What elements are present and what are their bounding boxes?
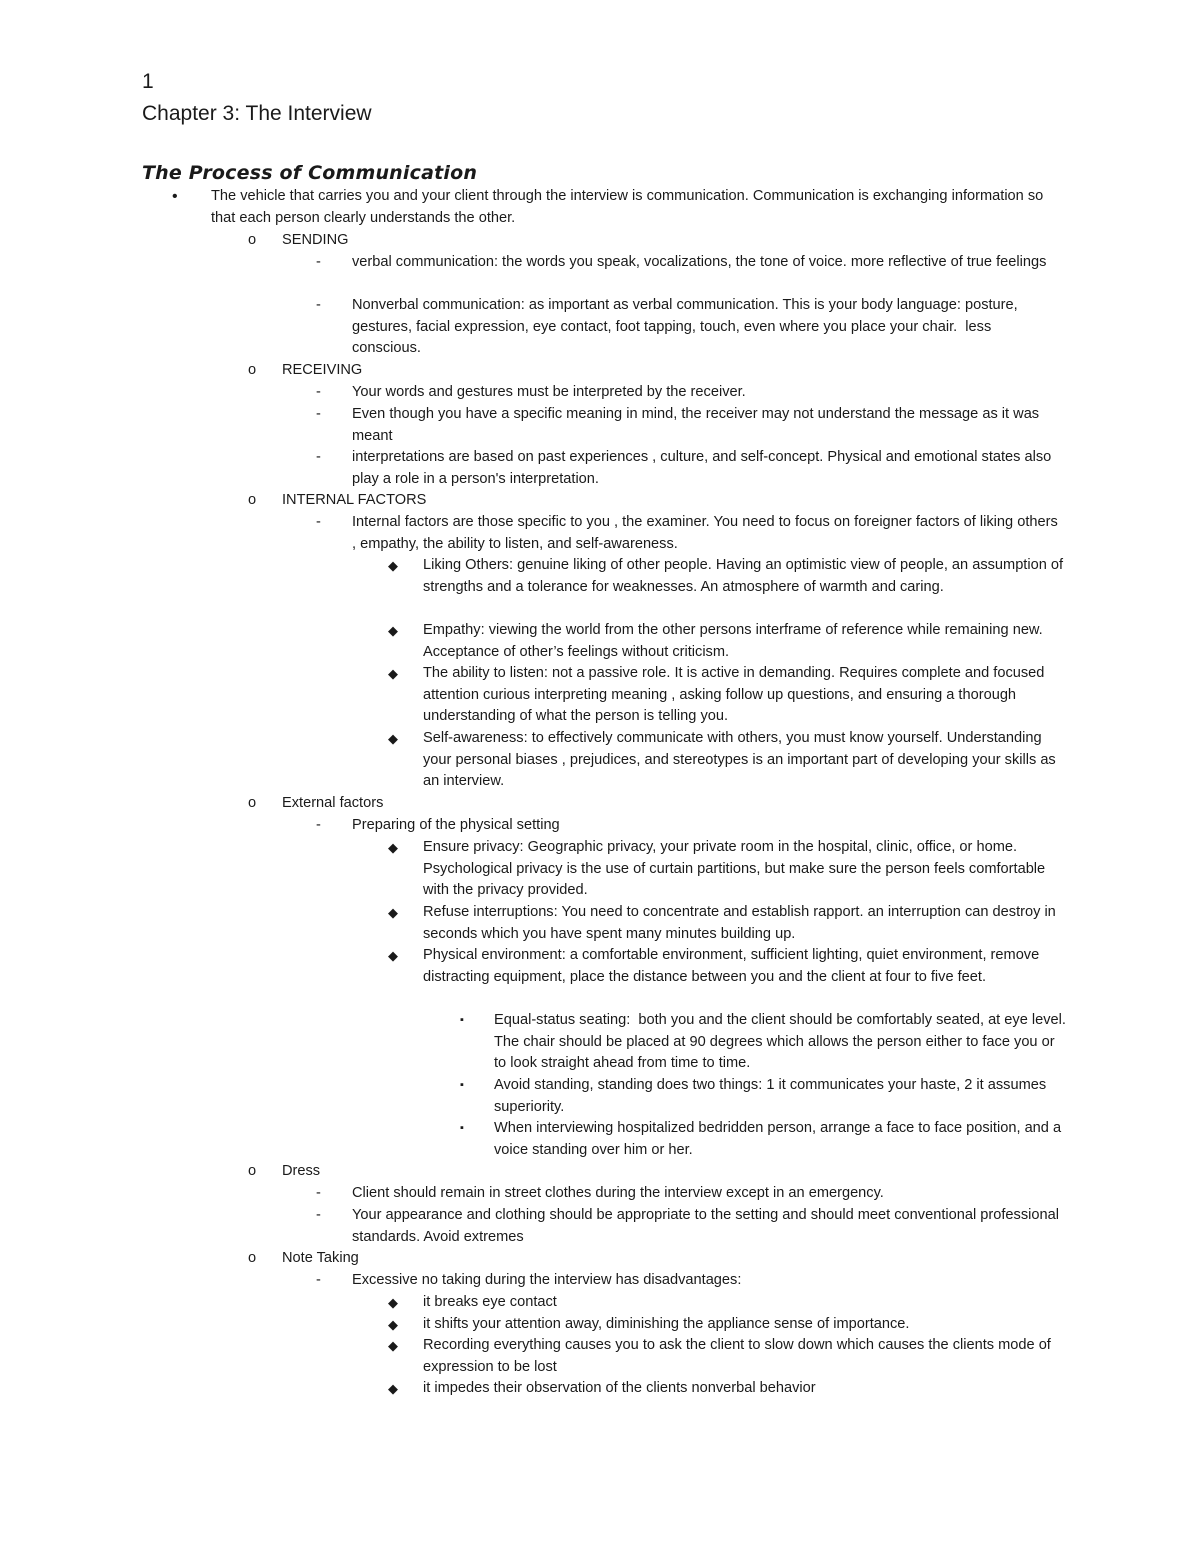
dash-marker: -: [316, 384, 321, 400]
outline-item-text: Your words and gestures must be interpreted by the receiver.: [352, 384, 746, 400]
diamond-marker: ◆: [388, 558, 398, 573]
circle-marker: o: [248, 795, 257, 811]
dash-marker: -: [316, 406, 321, 422]
diamond-marker: ◆: [388, 1317, 398, 1332]
diamond-marker: ◆: [388, 1295, 398, 1310]
circle-marker: o: [248, 362, 257, 378]
circle-marker: o: [248, 232, 257, 248]
dash-marker: -: [316, 254, 321, 270]
outline-item-text: Physical environment: a comfortable environment, sufficient lighting, quiet environment, remove distracting equipment, place the distance between you and the client at four to five feet.: [423, 947, 1044, 985]
chapter-title: Chapter 3: The Interview: [142, 102, 372, 125]
outline-item-text: it shifts your attention away, diminishing the appliance sense of importance.: [423, 1316, 910, 1332]
outline-item-text: Preparing of the physical setting: [352, 817, 560, 833]
outline-item-text: Note Taking: [282, 1250, 359, 1266]
circle-marker: o: [248, 1163, 257, 1179]
dash-marker: -: [316, 1185, 321, 1201]
diamond-marker: ◆: [388, 666, 398, 681]
dash-marker: -: [316, 1272, 321, 1288]
bullet-marker: •: [172, 188, 178, 205]
outline-item-text: Even though you have a specific meaning in mind, the receiver may not understand the message as it was meant: [352, 406, 1044, 444]
outline-item-text: Avoid standing, standing does two things: 1 it communicates your haste, 2 it assumes superiority.: [494, 1077, 1051, 1115]
outline-item-text: Excessive no taking during the interview has disadvantages:: [352, 1272, 742, 1288]
dash-marker: -: [316, 1207, 321, 1223]
outline-item-text: Client should remain in street clothes during the interview except in an emergency.: [352, 1185, 884, 1201]
dash-marker: -: [316, 449, 321, 465]
outline-item-text: Self-awareness: to effectively communicate with others, you must know yourself. Understanding your personal biases , prejudices, and stereotypes is an important part of developing your skills as an interview.: [423, 730, 1060, 790]
outline-item-text: When interviewing hospitalized bedridden person, arrange a face to face position, and a voice standing over him or her.: [494, 1120, 1066, 1158]
diamond-marker: ◆: [388, 905, 398, 920]
outline-item-text: INTERNAL FACTORS: [282, 492, 427, 508]
diamond-marker: ◆: [388, 948, 398, 963]
dash-marker: -: [316, 297, 321, 313]
outline-item-text: Ensure privacy: Geographic privacy, your private room in the hospital, clinic, office, or home. Psychological privacy is the use of curtain partitions, but make sure the person feels comfortable with the privacy provided.: [423, 839, 1050, 899]
outline-item-text: The ability to listen: not a passive role. It is active in demanding. Requires complete and focused attention curious interpreting meaning , asking follow up questions, and ensuring a thorough understanding of what the person is telling you.: [423, 665, 1049, 725]
diamond-marker: ◆: [388, 731, 398, 746]
diamond-marker: ◆: [388, 623, 398, 638]
outline-item-text: Dress: [282, 1163, 321, 1179]
outline-item-text: SENDING: [282, 232, 349, 248]
outline-item-text: Refuse interruptions: You need to concentrate and establish rapport. an interruption can destroy in seconds which you have spent many minutes building up.: [423, 904, 1060, 942]
dash-marker: -: [316, 817, 321, 833]
outline-item-text: The vehicle that carries you and your client through the interview is communication. Communication is exchanging information so that each person clearly understands the other.: [211, 188, 1048, 226]
page-number: 1: [142, 70, 154, 93]
outline-item-text: RECEIVING: [282, 362, 363, 378]
outline-item-text: Empathy: viewing the world from the other persons interframe of reference while remaining new. Acceptance of other’s feelings without criticism.: [423, 622, 1046, 660]
outline-item-text: Internal factors are those specific to you , the examiner. You need to focus on foreigner factors of liking others , empathy, the ability to listen, and self-awareness.: [352, 514, 1062, 552]
outline-item-text: verbal communication: the words you speak, vocalizations, the tone of voice. more reflective of true feelings: [352, 254, 1047, 270]
circle-marker: o: [248, 492, 257, 508]
outline-item-text: interpretations are based on past experiences , culture, and self-concept. Physical and emotional states also play a role in a person's interpretation.: [352, 449, 1056, 487]
outline-item-text: Equal-status seating: both you and the client should be comfortably seated, at eye level. The chair should be placed at 90 degrees which allows the person either to face you or to look straight ahead from time to time.: [494, 1012, 1070, 1072]
dash-marker: -: [316, 514, 321, 530]
outline-item-text: External factors: [282, 795, 384, 811]
square-marker: ▪: [460, 1122, 464, 1134]
outline-item-text: Liking Others: genuine liking of other people. Having an optimistic view of people, an assumption of strengths and a tolerance for weaknesses. An atmosphere of warmth and caring.: [423, 557, 1068, 595]
diamond-marker: ◆: [388, 840, 398, 855]
circle-marker: o: [248, 1250, 257, 1266]
outline-item-text: Nonverbal communication: as important as verbal communication. This is your body language: posture, gestures, facial expression, eye contact, foot tapping, touch, even where you place your chair. less conscious.: [352, 297, 1022, 357]
outline-item-text: Recording everything causes you to ask the client to slow down which causes the clients mode of expression to be lost: [423, 1337, 1055, 1375]
outline-item-text: it impedes their observation of the clients nonverbal behavior: [423, 1380, 816, 1396]
outline-item-text: it breaks eye contact: [423, 1294, 557, 1310]
square-marker: ▪: [460, 1014, 464, 1026]
section-title: The Process of Communication: [142, 162, 478, 184]
diamond-marker: ◆: [388, 1338, 398, 1353]
square-marker: ▪: [460, 1079, 464, 1091]
diamond-marker: ◆: [388, 1381, 398, 1396]
outline-item-text: Your appearance and clothing should be appropriate to the setting and should meet conventional professional standards. Avoid extremes: [352, 1207, 1064, 1245]
